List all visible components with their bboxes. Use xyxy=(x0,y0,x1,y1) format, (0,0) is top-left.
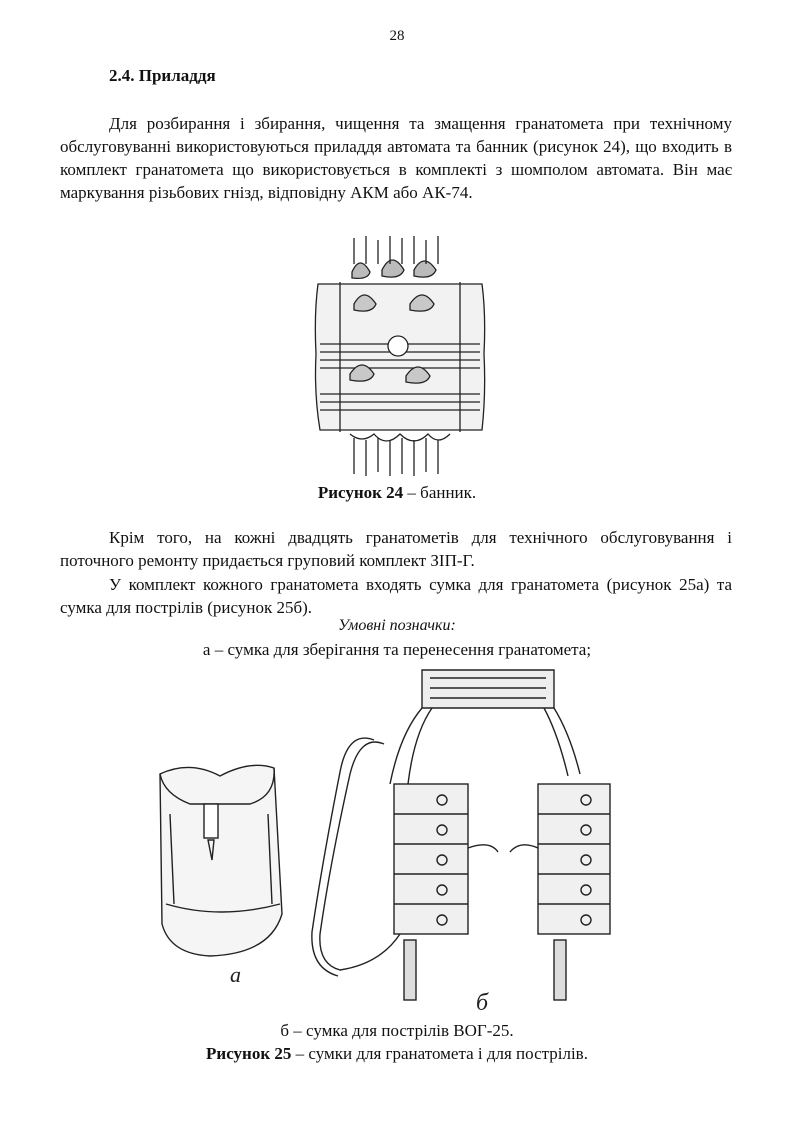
legend-title: Умовні позначки: xyxy=(338,617,456,634)
paragraph-3 xyxy=(60,573,732,619)
legend-item-b: б – сумка для пострілів ВОГ-25. xyxy=(280,1021,514,1040)
page-number: 28 xyxy=(389,28,405,44)
label-b: б xyxy=(476,990,489,1016)
label-a: а xyxy=(230,962,241,987)
paragraph-2 xyxy=(60,526,732,572)
paragraph-2-text: Крім того, на кожні двадцять гранатометів для технічного обслуговування і поточного ремонту придається груповий комплект ЗІП-Г. xyxy=(60,528,732,570)
paragraph-3-text: У комплект кожного гранатомета входять сумка для гранатомета (рисунок 25а) та сумка для пострілів (рисунок 25б). xyxy=(60,575,732,617)
launcher-bag-drawing xyxy=(160,765,282,956)
figure-24-label: Рисунок 24 xyxy=(317,483,404,502)
section-heading: 2.4. Приладдя xyxy=(109,66,216,85)
cleaning-brush-figure xyxy=(310,234,490,480)
paragraph-1 xyxy=(60,112,732,204)
figure-25-text: – сумки для гранатомета і для пострілів. xyxy=(291,1044,588,1063)
figure-24-caption xyxy=(0,483,794,503)
figure-25-caption xyxy=(0,1044,794,1064)
figure-24-text: – банник. xyxy=(403,483,477,502)
figure-25-label: Рисунок 25 xyxy=(206,1044,292,1063)
paragraph-1-text: Для розбирання і збирання, чищення та змащення гранатомета при технічному обслуговуванні використовуються приладдя автомата та банник (рисунок 24), що входить в комплект гранатомета що використовується в комплекті з шомполом автомата. Він має маркування різьбових гнізд, відповідну АКМ або АК-74. xyxy=(60,114,732,202)
legend-item-a: а – сумка для зберігання та перенесення гранатомета; xyxy=(202,640,592,659)
pouches-figure xyxy=(150,664,640,1024)
ammo-pouch-drawing xyxy=(312,670,610,1000)
